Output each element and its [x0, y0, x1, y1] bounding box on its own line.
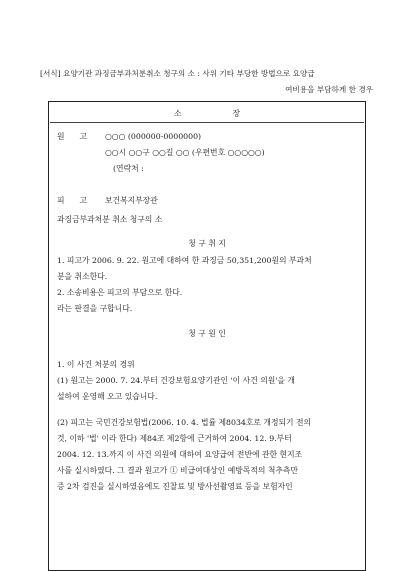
complaint-form	[48, 101, 366, 571]
plaintiff-label-1: 원	[57, 132, 65, 141]
plaintiff-label	[57, 132, 87, 142]
paragraph-2-line-5: 증 2차 검진을 실시하였음에도 진찰료 및 방사선촬영료 등을 보험자인	[57, 482, 293, 491]
paragraph-1-line-1: (1) 원고는 2000. 7. 24.부터 건강보험요양기관인 '이 사건 의원'을 개	[57, 376, 295, 385]
title-char-2: 장	[232, 109, 241, 118]
paragraph-2-line-3: 2004. 12. 13.까지 이 사건 의원에 대하여 요양급여 전반에 관한 현지조	[57, 450, 303, 459]
defendant-label-1: 피	[57, 196, 65, 205]
header-line-1: [서식] 요양기관 과징금부과처분취소 청구의 소 : 사위 기타 부당한 방법으로 요양급	[40, 69, 315, 78]
defendant-label	[57, 196, 87, 206]
section-heading-1: 1. 이 사건 처분의 경위	[57, 360, 135, 369]
case-name: 과징금부과처분 취소 청구의 소	[57, 215, 163, 224]
paragraph-2-line-4: 사를 실시하였다. 그 결과 원고가 ① 비급여대상인 예방목적의 척추측만	[57, 466, 298, 475]
cause-section-title: 청 구 원 인	[188, 329, 226, 338]
claim-line-3: 라는 판결을 구합니다.	[57, 304, 133, 313]
paragraph-1-line-2: 설하여 운영해 오고 있습니다.	[57, 392, 158, 401]
plaintiff-address: ○○시 ○○구 ○○길 ○○ (우편번호 ○○○○○)	[105, 148, 265, 157]
form-title	[49, 109, 365, 119]
claim-section-title: 청 구 취 지	[188, 239, 226, 248]
claim-line-1-cont: 분을 취소한다.	[57, 272, 108, 281]
title-char-1: 소	[173, 109, 182, 118]
header-line-2: 여비용을 부담하게 한 경우	[285, 85, 373, 94]
paragraph-2-line-1: (2) 피고는 국민건강보험법(2006. 10. 4. 법률 제8034호로 개정되기 전의	[57, 418, 312, 427]
plaintiff-label-2: 고	[79, 132, 87, 141]
claim-line-2: 2. 소송비용은 피고의 부담으로 한다.	[57, 288, 183, 297]
defendant-label-2: 고	[79, 196, 87, 205]
defendant-name: 보건복지부장관	[105, 196, 158, 205]
plaintiff-name: ○○○ (000000-0000000)	[105, 132, 202, 141]
paragraph-2-line-2: 것, 이하 '법' 이라 한다) 제84조 제2항에 근거하여 2004. 12. 9.부터	[57, 434, 292, 443]
plaintiff-contact: (연락처 :	[113, 164, 144, 173]
claim-line-1: 1. 피고가 2006. 9. 22. 원고에 대하여 한 과징금 50,351,200원의 부과처	[57, 256, 312, 265]
document-header	[40, 66, 376, 98]
title-divider	[50, 122, 364, 123]
